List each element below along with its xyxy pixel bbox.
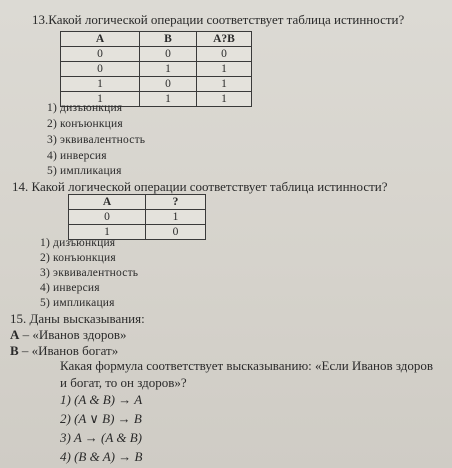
statement-b-label: В — [10, 343, 19, 358]
q15-question-line2: и богат, то он здоров»? — [60, 375, 187, 390]
q15-option-3: 3) A → (A & B) — [60, 430, 142, 445]
header-cell: A — [61, 32, 140, 47]
table-header-row — [61, 32, 252, 47]
table-cell: 0 — [69, 210, 146, 225]
q15-option-2: 2) (A ∨ B) → B — [60, 411, 142, 426]
q15-question-line1: Какая формула соответствует высказыванию: «Если Иванов здоров — [60, 358, 434, 373]
q14-option-2: 2) конъюнкция — [40, 252, 116, 264]
q14-option-5: 5) импликация — [40, 297, 115, 309]
q14-truth-table — [68, 194, 206, 240]
table-cell: 1 — [140, 92, 197, 107]
table-row — [69, 210, 206, 225]
q14-option-4: 4) инверсия — [40, 282, 100, 294]
q13-option-2: 2) конъюнкция — [47, 118, 123, 130]
table-cell: 0 — [140, 47, 197, 62]
table-cell: 0 — [140, 77, 197, 92]
table-cell: 1 — [197, 62, 252, 77]
header-cell: B — [140, 32, 197, 47]
statement-b-text: – «Иванов богат» — [18, 343, 119, 358]
statement-b — [10, 343, 118, 359]
q15-option-4: 4) (B & A) → B — [60, 449, 143, 464]
q13-option-4: 4) инверсия — [47, 150, 107, 162]
q13-option-1: 1) дизъюнкция — [47, 102, 123, 114]
statement-a-label: А — [10, 327, 20, 342]
q14-option-1: 1) дизъюнкция — [40, 237, 116, 249]
table-row — [61, 47, 252, 62]
table-header-row — [69, 195, 206, 210]
table-cell: 1 — [69, 225, 146, 240]
table-cell: 0 — [61, 62, 140, 77]
table-cell: 1 — [61, 77, 140, 92]
header-cell: A?B — [197, 32, 252, 47]
header-cell: ? — [146, 195, 206, 210]
q14-title: 14. Какой логической операции соответствует таблица истинности? — [12, 179, 388, 194]
statement-a — [10, 327, 127, 343]
q15-option-1: 1) (A & B) → A — [60, 392, 143, 407]
statement-a-text: – «Иванов здоров» — [19, 327, 127, 342]
q13-title: 13.Какой логической операции соответствует таблица истинности? — [32, 12, 405, 27]
table-cell: 0 — [197, 47, 252, 62]
table-row — [61, 77, 252, 92]
table-cell: 0 — [61, 47, 140, 62]
table-cell: 1 — [146, 210, 206, 225]
table-cell: 1 — [61, 92, 140, 107]
q13-truth-table — [60, 31, 252, 107]
q15-title: 15. Даны высказывания: — [10, 311, 145, 326]
table-cell: 1 — [197, 92, 252, 107]
q14-option-3: 3) эквивалентность — [40, 267, 139, 279]
table-cell: 1 — [197, 77, 252, 92]
q13-option-5: 5) импликация — [47, 165, 122, 177]
table-cell: 0 — [146, 225, 206, 240]
table-row — [61, 62, 252, 77]
q13-option-3: 3) эквивалентность — [47, 134, 146, 146]
header-cell: A — [69, 195, 146, 210]
table-cell: 1 — [140, 62, 197, 77]
